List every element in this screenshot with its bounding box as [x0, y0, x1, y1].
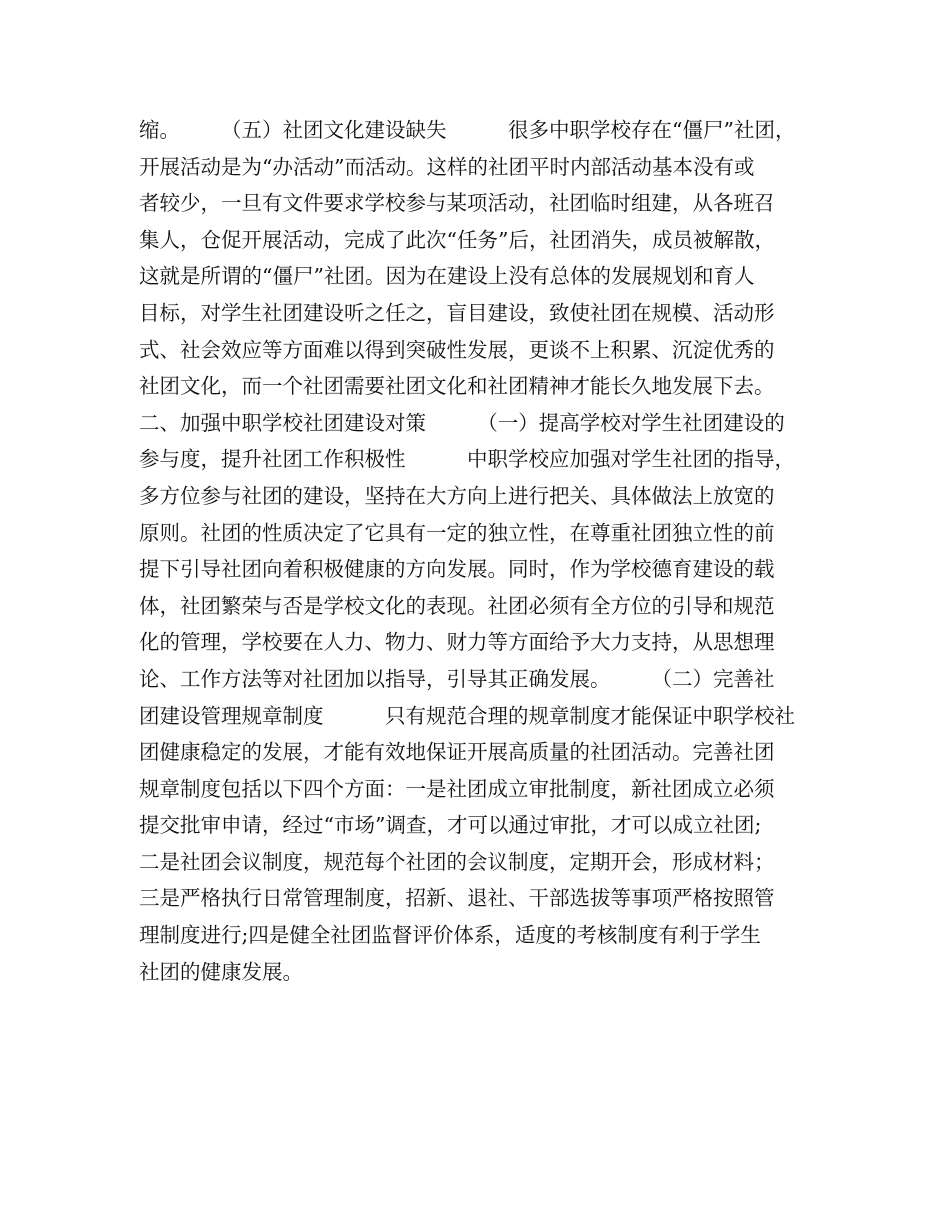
text-line: 者较少，一旦有文件要求学校参与某项活动，社团临时组建，从各班召	[139, 191, 775, 216]
text-line: 团建设管理规章制度 只有规范合理的规章制度才能保证中职学校社	[139, 703, 795, 728]
text-line: 开展活动是为“办活动”而活动。这样的社团平时内部活动基本没有或	[139, 154, 755, 179]
text-line: 三是严格执行日常管理制度，招新、退社、干部选拔等事项严格按照管	[139, 886, 775, 911]
text-line: 社团文化，而一个社团需要社团文化和社团精神才能长久地发展下去。	[139, 374, 775, 399]
body-text	[139, 112, 819, 990]
text-line: 二是社团会议制度，规范每个社团的会议制度，定期开会，形成材料；	[139, 849, 775, 874]
text-line: 二、加强中职学校社团建设对策 （一）提高学校对学生社团建设的	[139, 410, 785, 435]
text-line: 目标，对学生社团建设听之任之，盲目建设，致使社团在规模、活动形	[139, 300, 775, 325]
text-line: 缩。 （五）社团文化建设缺失 很多中职学校存在“僵尸”社团，	[139, 118, 796, 142]
text-line: 原则。社团的性质决定了它具有一定的独立性，在尊重社团独立性的前	[139, 520, 775, 545]
text-line: 参与度，提升社团工作积极性 中职学校应加强对学生社团的指导，	[139, 447, 795, 472]
text-line: 论、工作方法等对社团加以指导，引导其正确发展。 （二）完善社	[139, 666, 775, 691]
text-line: 集人，仓促开展活动，完成了此次“任务”后，社团消失，成员被解散，	[139, 227, 775, 252]
text-line: 团健康稳定的发展，才能有效地保证开展高质量的社团活动。完善社团	[139, 740, 775, 765]
text-line: 提下引导社团向着积极健康的方向发展。同时，作为学校德育建设的载	[139, 557, 775, 582]
text-line: 多方位参与社团的建设，坚持在大方向上进行把关、具体做法上放宽的	[139, 483, 775, 508]
text-line: 式、社会效应等方面难以得到突破性发展，更谈不上积累、沉淀优秀的	[139, 337, 775, 362]
text-line: 理制度进行;四是健全社团监督评价体系，适度的考核制度有利于学生	[139, 923, 761, 948]
text-line: 这就是所谓的“僵尸”社团。因为在建设上没有总体的发展规划和育人	[139, 264, 755, 289]
text-line: 社团的健康发展。	[139, 959, 303, 984]
text-line: 提交批审申请，经过“市场”调查，才可以通过审批，才可以成立社团;	[139, 813, 762, 838]
text-line: 规章制度包括以下四个方面：一是社团成立审批制度，新社团成立必须	[139, 776, 775, 801]
text-line: 化的管理，学校要在人力、物力、财力等方面给予大力支持，从思想理	[139, 630, 775, 655]
text-line: 体，社团繁荣与否是学校文化的表现。社团必须有全方位的引导和规范	[139, 593, 775, 618]
